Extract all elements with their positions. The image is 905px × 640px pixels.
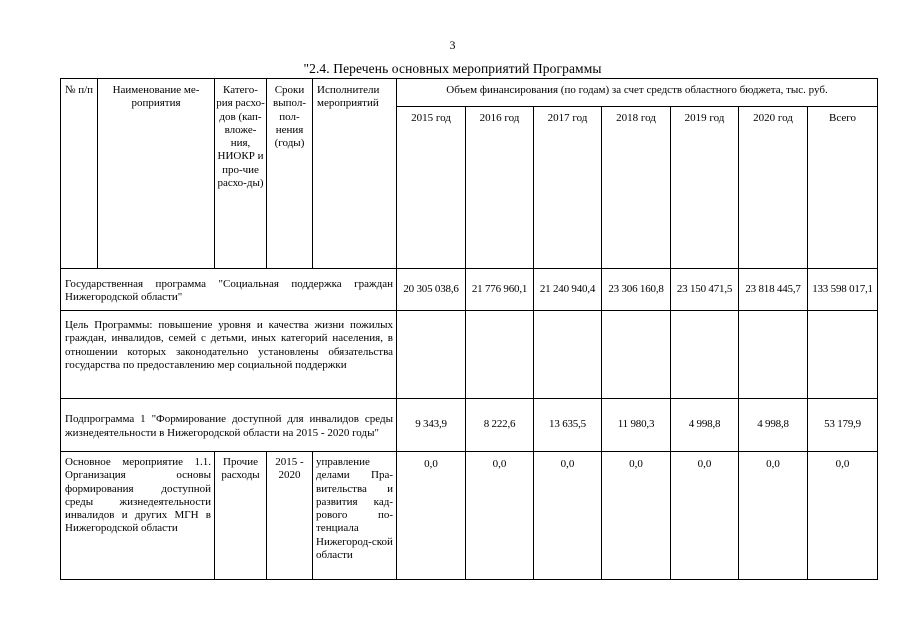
activity-value-2016: 0,0: [466, 452, 534, 580]
header-total: Всего: [808, 107, 878, 269]
activities-table: [60, 78, 878, 580]
subprogram-value-2015: 9 343,9: [397, 399, 466, 452]
activity-value-2019: 0,0: [671, 452, 739, 580]
table-row: [61, 452, 878, 580]
empty-cell: [534, 311, 602, 399]
document-title: "2.4. Перечень основных мероприятий Программы: [303, 61, 602, 76]
program-value-total: 133 598 017,1: [808, 269, 878, 311]
header-year-2017: 2017 год: [534, 107, 602, 269]
program-value-2019: 23 150 471,5: [671, 269, 739, 311]
subprogram-value-total: 53 179,9: [808, 399, 878, 452]
table-row: [61, 311, 878, 399]
header-funding: Объем финансирования (по годам) за счет средств областного бюджета, тыс. руб.: [397, 79, 878, 107]
activity-value-2015: 0,0: [397, 452, 466, 580]
program-value-2015: 20 305 038,6: [397, 269, 466, 311]
program-value-2020: 23 818 445,7: [739, 269, 808, 311]
subprogram-value-2018: 11 980,3: [602, 399, 671, 452]
header-num: № п/п: [61, 79, 98, 269]
program-value-2017: 21 240 940,4: [534, 269, 602, 311]
subprogram-value-2020: 4 998,8: [739, 399, 808, 452]
activity-value-2017: 0,0: [534, 452, 602, 580]
header-year-2019: 2019 год: [671, 107, 739, 269]
table-row: [61, 399, 878, 452]
program-value-2016: 21 776 960,1: [466, 269, 534, 311]
page-number: 3: [449, 38, 456, 52]
activity-category: Прочие расходы: [215, 452, 267, 580]
empty-cell: [602, 311, 671, 399]
table-row: [61, 269, 878, 311]
empty-cell: [671, 311, 739, 399]
header-year-2020: 2020 год: [739, 107, 808, 269]
activity-value-2018: 0,0: [602, 452, 671, 580]
subprogram-value-2016: 8 222,6: [466, 399, 534, 452]
program-value-2018: 23 306 160,8: [602, 269, 671, 311]
activity-name: Основное мероприятие 1.1. Организация основы формирования доступной среды жизнедеятельности инвалидов и других МГН в Нижегородской области: [61, 452, 215, 580]
header-terms: Сроки выпол-пол-нения (годы): [267, 79, 313, 269]
header-name: Наименование ме-роприятия: [98, 79, 215, 269]
empty-cell: [808, 311, 878, 399]
header-category: Катего-рия расхо-дов (кап-вложе-ния, НИОКР и про-чие расхо-ды): [215, 79, 267, 269]
header-year-2018: 2018 год: [602, 107, 671, 269]
subprogram-name: Подпрограмма 1 "Формирование доступной для инвалидов среды жизнедеятельности в Нижегородской области на 2015 - 2020 годы": [61, 399, 397, 452]
activity-executor: управление делами Пра-вительства и развития кад-рового по-тенциала Нижегород-ской области: [313, 452, 397, 580]
empty-cell: [397, 311, 466, 399]
empty-cell: [466, 311, 534, 399]
program-goal: Цель Программы: повышение уровня и качества жизни пожилых граждан, инвалидов, семей с детьми, иных категорий населения, в отношении которых законодательно установлены обязательства государства по предоставлению мер социальной поддержки: [61, 311, 397, 399]
activity-value-total: 0,0: [808, 452, 878, 580]
activity-value-2020: 0,0: [739, 452, 808, 580]
activity-terms: 2015 - 2020: [267, 452, 313, 580]
empty-cell: [739, 311, 808, 399]
header-executors: Исполнители мероприятий: [313, 79, 397, 269]
header-year-2016: 2016 год: [466, 107, 534, 269]
subprogram-value-2017: 13 635,5: [534, 399, 602, 452]
program-name: Государственная программа "Социальная поддержка граждан Нижегородской области": [61, 269, 397, 311]
header-year-2015: 2015 год: [397, 107, 466, 269]
subprogram-value-2019: 4 998,8: [671, 399, 739, 452]
